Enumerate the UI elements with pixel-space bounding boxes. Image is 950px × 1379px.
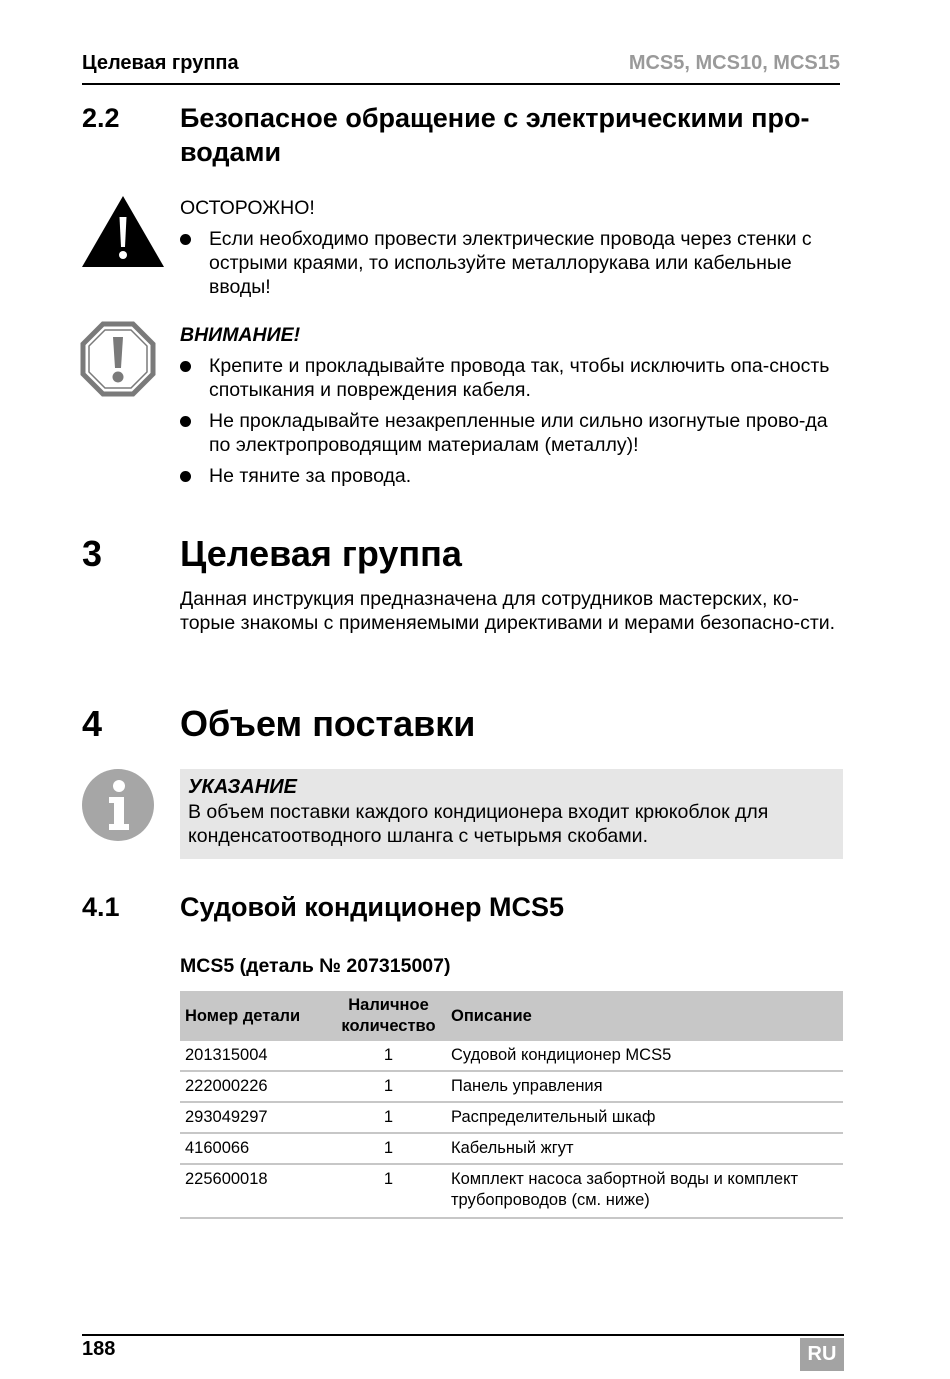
part-number-cell: 222000226 [180,1071,331,1102]
quantity-cell: 1 [331,1164,446,1218]
section-4-number: 4 [82,703,103,744]
quantity-cell: 1 [331,1041,446,1071]
table-row [180,1133,843,1164]
header-rule [82,83,840,85]
section-2-2-title-line2: водами [180,137,282,167]
notice-text: В объем поставки каждого кондиционера входит крюкоблок для конденсатоотводного шланга с четырьмя скобами. [188,801,769,847]
description-cell: Распределительный шкаф [446,1102,843,1133]
info-icon [81,768,155,847]
warning-item: Если необходимо провести электрические провода через стенки с острыми краями, то используйте металлорукава или кабельные вводы! [180,227,845,299]
running-header-models: MCS5, MCS10, MCS15 [628,52,840,74]
table-row [180,1164,843,1218]
caution-label: ВНИМАНИЕ! [180,324,301,346]
bullet-icon [180,471,191,482]
warning-list [180,227,845,306]
quantity-cell: 1 [331,1133,446,1164]
col-header-quantity: Наличное количество [331,991,446,1041]
part-number-cell: 201315004 [180,1041,331,1071]
warning-label: ОСТОРОЖНО! [180,197,315,219]
language-badge: RU [800,1338,844,1371]
bullet-icon [180,416,191,427]
section-3-number: 3 [82,533,103,574]
caution-item: Крепите и прокладывайте провода так, чтобы исключить опа-сность спотыкания и повреждения кабеля. [180,354,845,402]
description-cell: Кабельный жгут [446,1133,843,1164]
table-title: MCS5 (деталь № 207315007) [180,955,451,977]
description-cell: Комплект насоса забортной воды и комплект трубопроводов (см. ниже) [446,1164,843,1218]
notice-title: УКАЗАНИЕ [188,776,297,798]
part-number-cell: 293049297 [180,1102,331,1133]
running-header-title: Целевая группа [82,52,239,74]
description-cell: Судовой кондиционер MCS5 [446,1041,843,1071]
footer-rule [82,1334,844,1336]
caution-item: Не тяните за провода. [180,464,845,488]
table-header-row [180,991,843,1041]
section-4-1-title: Судовой кондиционер MCS5 [180,892,565,922]
part-number-cell: 225600018 [180,1164,331,1218]
table-row [180,1102,843,1133]
section-2-2-title-line1: Безопасное обращение с электрическими про- [180,103,810,133]
quantity-cell: 1 [331,1102,446,1133]
section-4-title: Объем поставки [180,703,476,744]
caution-list [180,354,845,495]
section-4-1-number: 4.1 [82,892,120,922]
section-2-2-number: 2.2 [82,103,120,133]
bullet-icon [180,361,191,372]
section-3-title: Целевая группа [180,533,462,574]
notice-box [180,769,843,859]
caution-item: Не прокладывайте незакрепленные или сильно изогнутые прово-да по электропроводящим материалам (металлу)! [180,409,845,457]
warning-triangle-icon [81,195,165,273]
attention-octagon-icon [80,321,156,402]
col-header-part-number: Номер детали [180,991,331,1041]
part-number-cell: 4160066 [180,1133,331,1164]
parts-table [180,991,843,1219]
bullet-icon [180,234,191,245]
quantity-cell: 1 [331,1071,446,1102]
section-3-text: Данная инструкция предназначена для сотрудников мастерских, ко-торые знакомы с применяемыми директивами и мерами безопасно-сти. [180,588,836,634]
table-row [180,1071,843,1102]
table-row [180,1041,843,1071]
page-number: 188 [82,1338,116,1360]
description-cell: Панель управления [446,1071,843,1102]
col-header-description: Описание [446,991,843,1041]
